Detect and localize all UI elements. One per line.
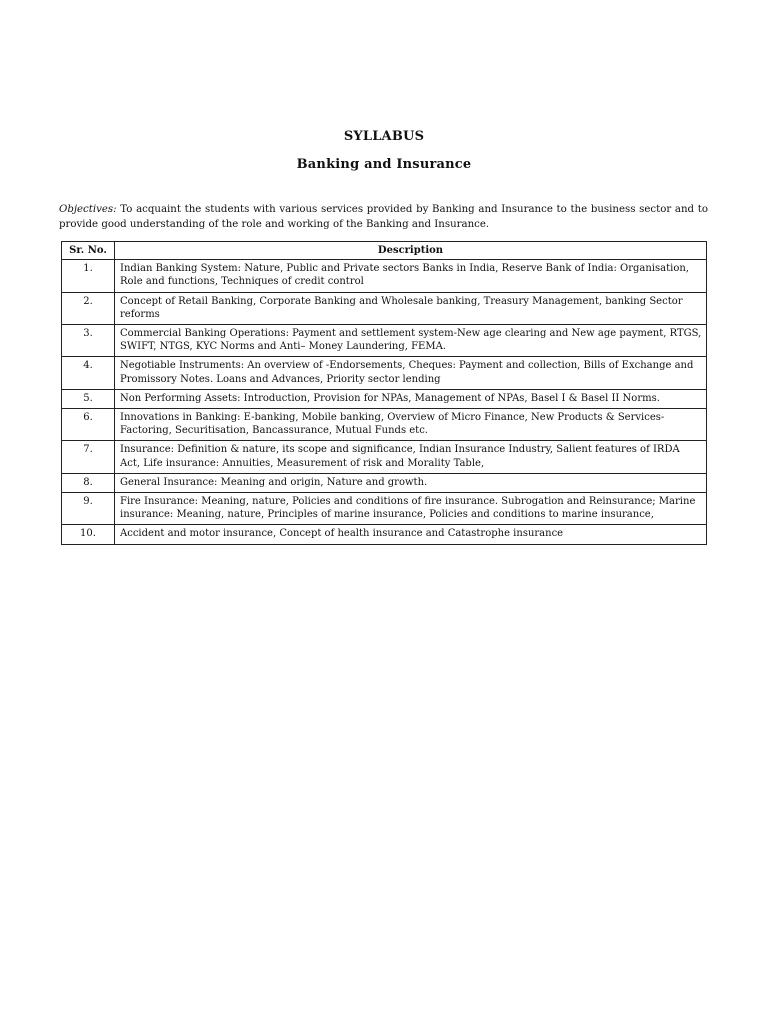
- objectives-paragraph: [59, 203, 708, 232]
- objectives-label: Objectives:: [59, 204, 117, 215]
- table-row: [62, 493, 707, 525]
- row-number: 7.: [62, 441, 115, 473]
- row-description: Fire Insurance: Meaning, nature, Policies and conditions of fire insurance. Subrogation and Reinsurance; Marine insurance: Meaning, nature, Principles of marine insurance, Policies and conditions to marine insurance,: [115, 493, 707, 525]
- table-row: [62, 325, 707, 357]
- row-description: Indian Banking System: Nature, Public and Private sectors Banks in India, Reserve Bank of India: Organisation, Role and functions, Techniques of credit control: [115, 260, 707, 292]
- table-row: [62, 473, 707, 492]
- table-row: [62, 260, 707, 292]
- table-row: [62, 441, 707, 473]
- row-number: 2.: [62, 292, 115, 324]
- table-row: [62, 525, 707, 544]
- table-row: [62, 389, 707, 408]
- row-number: 5.: [62, 389, 115, 408]
- subject-title: Banking and Insurance: [296, 157, 472, 172]
- syllabus-table: [61, 241, 707, 545]
- row-description: Non Performing Assets: Introduction, Provision for NPAs, Management of NPAs, Basel I & Basel II Norms.: [115, 389, 707, 408]
- table-row: [62, 357, 707, 389]
- page-title: SYLLABUS: [343, 129, 425, 144]
- row-description: General Insurance: Meaning and origin, Nature and growth.: [115, 473, 707, 492]
- row-description: Innovations in Banking: E-banking, Mobile banking, Overview of Micro Finance, New Products & Services-Factoring, Securitisation, Bancassurance, Mutual Funds etc.: [115, 409, 707, 441]
- row-number: 4.: [62, 357, 115, 389]
- row-number: 10.: [62, 525, 115, 544]
- row-number: 3.: [62, 325, 115, 357]
- row-description: Negotiable Instruments: An overview of -Endorsements, Cheques: Payment and collection, Bills of Exchange and Promissory Notes. Loans and Advances, Priority sector lending: [115, 357, 707, 389]
- row-description: Concept of Retail Banking, Corporate Banking and Wholesale banking, Treasury Management, banking Sector reforms: [115, 292, 707, 324]
- table-row: [62, 292, 707, 324]
- row-description: Insurance: Definition & nature, its scope and significance, Indian Insurance Industry, Salient features of IRDA Act, Life insurance: Annuities, Measurement of risk and Morality Table,: [115, 441, 707, 473]
- header-description: Description: [115, 242, 707, 260]
- row-description: Commercial Banking Operations: Payment and settlement system-New age clearing and New age payment, RTGS, SWIFT, NTGS, KYC Norms and Anti– Money Laundering, FEMA.: [115, 325, 707, 357]
- row-number: 9.: [62, 493, 115, 525]
- table-header-row: [62, 242, 707, 260]
- header-sr-no: Sr. No.: [62, 242, 115, 260]
- table-row: [62, 409, 707, 441]
- objectives-text: To acquaint the students with various services provided by Banking and Insurance to the business sector and to provide good understanding of the role and working of the Banking and Insurance.: [59, 204, 708, 230]
- row-description: Accident and motor insurance, Concept of health insurance and Catastrophe insurance: [115, 525, 707, 544]
- row-number: 1.: [62, 260, 115, 292]
- row-number: 8.: [62, 473, 115, 492]
- row-number: 6.: [62, 409, 115, 441]
